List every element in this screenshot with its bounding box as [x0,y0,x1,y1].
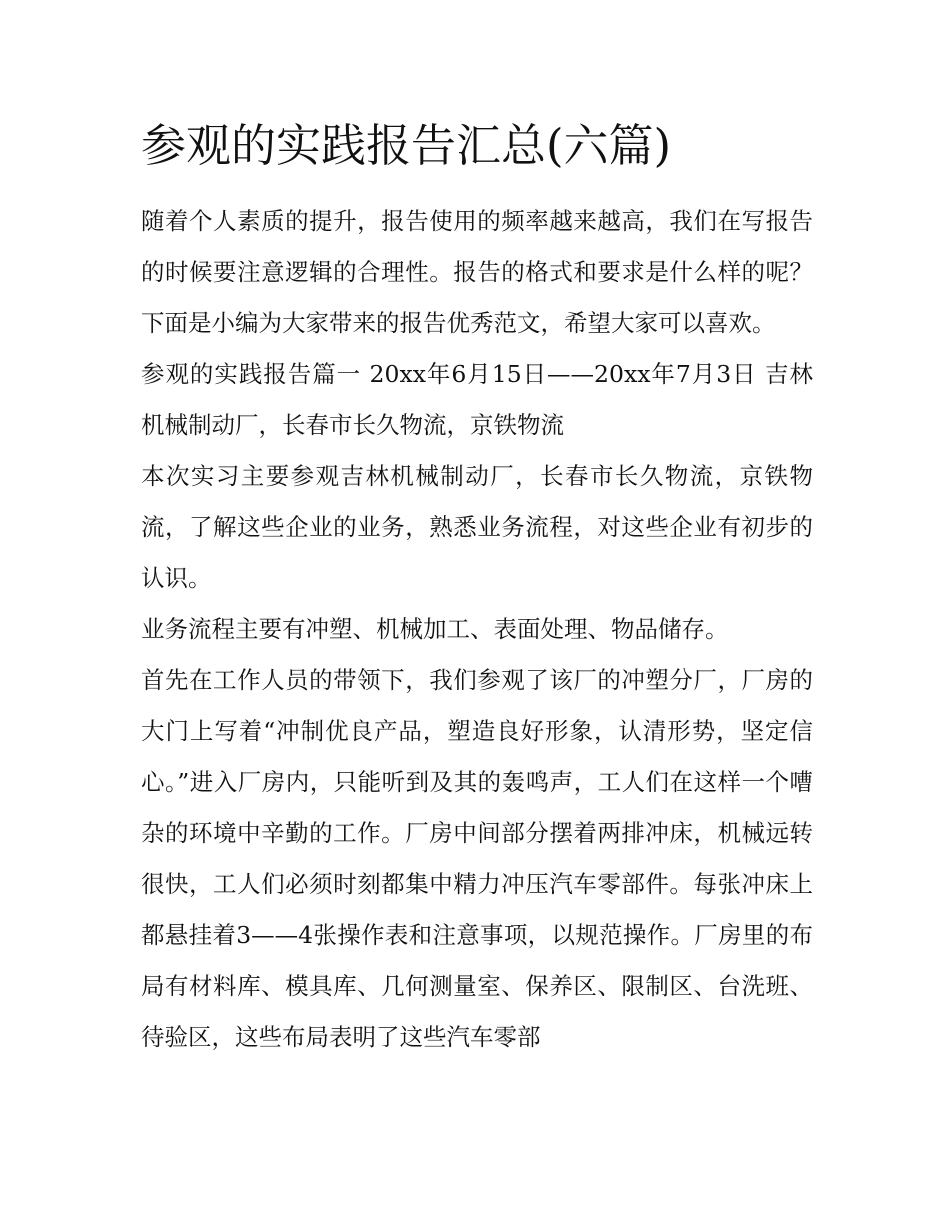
paragraph-factory-visit: 首先在工作人员的带领下，我们参观了该厂的冲塑分厂，厂房的大门上写着“冲制优良产品，塑造良好形象，认清形势，坚定信心。”进入厂房内，只能听到及其的轰鸣声，工人们在这样一个嘈杂的环境中辛勤的工作。厂房中间部分摆着两排冲床，机械远转很快，工人们必须时刻都集中精力冲压汽车零部件。每张冲床上都悬挂着3——4张操作表和注意事项，以规范操作。厂房里的布局有材料库、模具库、几何测量室、保养区、限制区、台洗班、待验区，这些布局表明了这些汽车零部 [141,666,813,1051]
paragraph-intro: 随着个人素质的提升，报告使用的频率越来越高，我们在写报告的时候要注意逻辑的合理性。报告的格式和要求是什么样的呢？下面是小编为大家带来的报告优秀范文，希望大家可以喜欢。 [141,207,813,337]
paragraph-internship-purpose: 本次实习主要参观吉林机械制动厂，长春市长久物流，京铁物流，了解这些企业的业务，熟悉业务流程，对这些企业有初步的认识。 [141,462,813,592]
document-title: 参观的实践报告汇总(六篇) [141,119,672,172]
document-content [141,110,813,1063]
paragraph-business-process: 业务流程主要有冲塑、机械加工、表面处理、物品储存。 [141,615,729,643]
paragraph-report-heading: 参观的实践报告篇一 20xx年6月15日——20xx年7月3日 吉林机械制动厂，长春市长久物流，京铁物流 [141,360,813,439]
document-body [141,196,813,1063]
